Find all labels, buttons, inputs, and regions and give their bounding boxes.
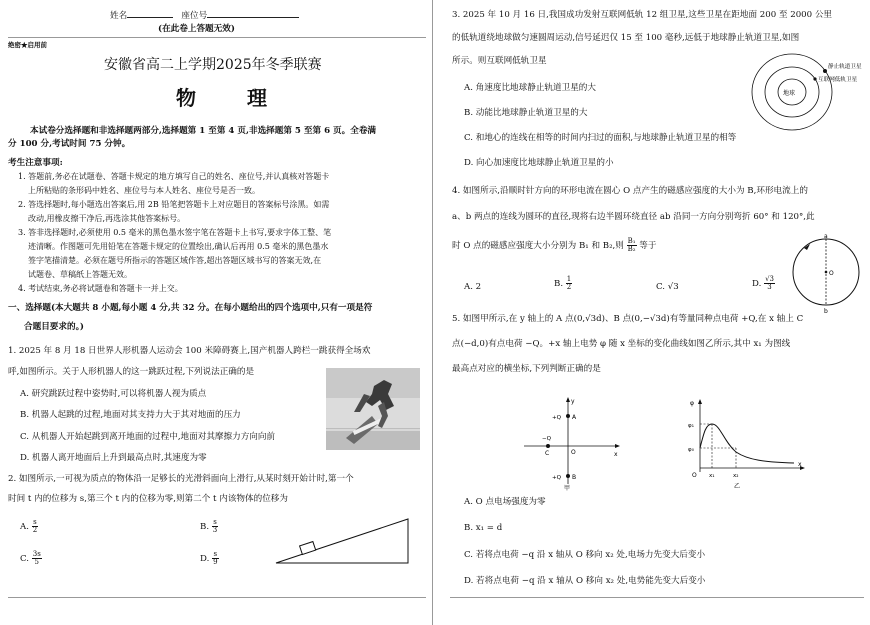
point-b-label: B <box>572 474 577 481</box>
fraction-numerator: √3 <box>765 275 774 283</box>
section1-line-2: 合题目要求的。) <box>24 322 84 332</box>
fraction-denominator: 2 <box>32 526 38 534</box>
note-line: 改动,用橡皮擦干净后,再选涂其他答案标号。 <box>28 214 186 223</box>
q2-option-a <box>20 519 38 534</box>
fraction-denominator: 3 <box>767 283 772 291</box>
q4-stem-2: a、b 两点的连线为圆环的直径,现将右边半圆环绕直径 ab 沿同一方向分别弯折 60° 和 120°,此 <box>452 212 815 222</box>
option-fraction <box>212 519 218 534</box>
q4-option-d <box>752 276 775 291</box>
q2-option-b <box>200 519 218 534</box>
phi1-label: φ₁ <box>688 423 694 429</box>
q4-stem-1: 4. 如图所示,沿顺时针方向的环形电流在圆心 O 点产生的磁感应强度的大小为 B,环形电流上的 <box>452 186 808 196</box>
q3-option-d: D. 向心加速度比地球静止轨道卫星的小 <box>464 158 614 168</box>
option-fraction <box>566 276 572 291</box>
q4-ratio-fraction <box>627 238 637 253</box>
seat-blank <box>207 9 299 18</box>
option-label: B. <box>554 279 564 289</box>
q4-option-b <box>554 276 572 291</box>
geo-satellite-label: 静止轨道卫星 <box>828 64 862 70</box>
option-label: B. <box>200 522 210 532</box>
option-label: A. <box>20 522 29 532</box>
name-line <box>110 9 299 22</box>
note-line: 上所粘贴的条形码中姓名、座位号与本人姓名、座位号是否一致。 <box>28 186 260 195</box>
q4-stem-3 <box>452 238 657 253</box>
fraction-denominator: 2 <box>566 283 572 291</box>
secret-tag: 绝密★启用前 <box>8 41 47 49</box>
q4-stem-3-text: 时 O 点的磁感应强度大小分别为 B₁ 和 B₂,则 <box>452 241 624 251</box>
note-line: 迹清晰。作图题可先用铅笔在答题卡规定的位置绘出,确认后再用 0.5 毫米的黑色墨水 <box>28 242 329 251</box>
q5-option-d: D. 若将点电荷 −q 沿 x 轴从 O 移向 x₂ 处,电势能先变大后变小 <box>464 576 706 586</box>
right-footer-rule <box>450 597 864 598</box>
fraction-denominator: 5 <box>34 558 39 566</box>
phi0-label: φ₀ <box>688 447 694 453</box>
leo-satellite-label: 互联网低轨卫星 <box>818 77 858 83</box>
left-footer-rule <box>8 597 426 598</box>
q3-stem-1: 3. 2025 年 10 月 16 日,我国成功发射互联网低轨 12 组卫星,这些卫星在距地面 200 至 2000 公里 <box>452 10 833 20</box>
axis-phi-label: φ <box>690 400 694 407</box>
incline-figure <box>272 515 412 567</box>
q5-stem-2: 点(−d,0)有点电荷 −Q。+x 轴上电势 φ 随 x 坐标的变化曲线如图乙所示,其中 x₁ 为图线 <box>452 339 791 349</box>
intro-line-2: 分 100 分,考试时间 75 分钟。 <box>8 139 131 149</box>
charges-figure <box>520 394 624 492</box>
option-label: D. <box>200 554 210 564</box>
fig-caption: 甲 <box>564 485 571 492</box>
fig-caption: 乙 <box>734 483 741 490</box>
q4-option-a: A. 2 <box>464 282 482 292</box>
fraction-numerator: 1 <box>566 275 572 283</box>
intro-line-1: 本试卷分选择题和非选择题两部分,选择题第 1 至第 4 页,非选择题第 5 至第 6 页。全卷满 <box>30 126 377 136</box>
note-line: 签字笔描清楚。必须在题号所指示的答题区域作答,超出答题区域书写的答案无效,在 <box>28 256 322 265</box>
note-line: 试题卷、草稿纸上答题无效。 <box>28 270 132 279</box>
q1-option-d: D. 机器人离开地面后上升到最高点时,其速度为零 <box>20 453 207 463</box>
q4-option-c: C. √3 <box>656 282 679 292</box>
fraction-denominator: 9 <box>213 558 218 566</box>
name-blank <box>127 9 173 18</box>
q3-stem-2: 的低轨道绕地球做匀速圆周运动,信号延迟仅 15 至 100 毫秒,远低于地球静止轨道卫星,如图 <box>452 33 800 43</box>
axis-y-label: y <box>571 398 575 405</box>
point-a-label: A <box>572 414 577 421</box>
point-b-label: b <box>824 308 828 314</box>
point-a-label: a <box>824 233 828 240</box>
seat-label: 座位号 <box>181 11 208 21</box>
name-label: 姓名 <box>110 11 128 21</box>
fraction-numerator: s <box>33 518 37 526</box>
fraction-denominator: B₂ <box>627 245 636 253</box>
potential-curve-figure <box>684 396 810 492</box>
origin-label: O <box>571 449 576 456</box>
q4-stem-3-tail: 等于 <box>639 241 657 251</box>
charge-a-label: +Q <box>552 415 562 421</box>
q2-option-c <box>20 551 42 566</box>
charge-c-label: −Q <box>542 436 552 442</box>
left-column <box>0 0 428 625</box>
axis-x-label: x <box>798 461 802 468</box>
header-rule <box>8 37 426 38</box>
q5-option-b: B. x₁ = d <box>464 523 503 533</box>
invalid-note: (在此卷上答题无效) <box>158 24 235 34</box>
q2-stem-2: 时间 t 内的位移为 s,第三个 t 内的位移为零,则第二个 t 内该物体的位移为 <box>8 494 288 504</box>
point-o-label: O <box>829 270 834 277</box>
q5-option-a: A. O 点电场强度为零 <box>464 497 546 507</box>
q1-stem-1: 1. 2025 年 8 月 18 日世界人形机器人运动会 100 米障碍赛上,国产机器人跨栏一跳获得全场欢 <box>8 346 371 356</box>
orbit-figure <box>748 50 866 136</box>
q3-option-c: C. 和地心的连线在相等的时间内扫过的面积,与地球静止轨道卫星的相等 <box>464 133 737 143</box>
note-line: 4. 考试结束,务必将试题卷和答题卡一并上交。 <box>18 284 183 293</box>
x2-label: x₂ <box>733 473 739 479</box>
q5-stem-3: 最高点对应的横坐标,下列判断正确的是 <box>452 364 601 374</box>
option-label: C. <box>20 554 30 564</box>
axis-x-label: x <box>614 451 618 458</box>
option-fraction <box>212 551 218 566</box>
q3-option-a: A. 角速度比地球静止轨道卫星的大 <box>464 83 596 93</box>
exam-title: 安徽省高二上学期2025年冬季联赛 <box>104 57 322 73</box>
q2-stem-1: 2. 如图所示,一可视为质点的物体沿一足够长的光滑斜面向上滑行,从某时刻开始计时,第一个 <box>8 474 354 484</box>
charge-b-label: +Q <box>552 475 562 481</box>
fraction-denominator: 3 <box>212 526 218 534</box>
point-c-label: C <box>545 450 550 457</box>
earth-label: 地球 <box>783 90 796 97</box>
option-fraction <box>764 276 775 291</box>
section1-line-1: 一、选择题(本大题共 8 小题,每小题 4 分,共 32 分。在每小题给出的四个选项中,只有一项是符 <box>8 303 373 313</box>
q3-stem-3: 所示。则互联网低轨卫星 <box>452 56 547 66</box>
x1-label: x₁ <box>709 473 715 479</box>
robot-hurdle-photo <box>326 368 420 450</box>
q5-stem-1: 5. 如图甲所示,在 y 轴上的 A 点(0,√3d)、B 点(0,−√3d)有等量同种点电荷 +Q,在 x 轴上 C <box>452 314 804 324</box>
q1-option-a: A. 研究跳跃过程中姿势时,可以将机器人视为质点 <box>20 389 207 399</box>
fraction-numerator: 3s <box>32 550 41 558</box>
q3-option-b: B. 动能比地球静止轨道卫星的大 <box>464 108 588 118</box>
fraction-numerator: B₁ <box>627 237 636 245</box>
option-label: D. <box>752 279 762 289</box>
ring-current-figure <box>790 230 860 314</box>
note-line: 2. 答选择题时,每小题选出答案后,用 2B 铅笔把答题卡上对应题目的答案标号涂黑。如需 <box>18 200 330 209</box>
column-divider <box>432 0 433 625</box>
origin-label: O <box>692 472 697 479</box>
q1-stem-2: 呼,如图所示。关于人形机器人的这一跳跃过程,下列说法正确的是 <box>8 367 255 377</box>
q1-option-c: C. 从机器人开始起跳到离开地面的过程中,地面对其摩擦力方向向前 <box>20 432 276 442</box>
option-fraction <box>32 551 42 566</box>
q1-option-b: B. 机器人起跳的过程,地面对其支持力大于其对地面的压力 <box>20 410 241 420</box>
option-fraction <box>32 519 38 534</box>
q5-option-c: C. 若将点电荷 −q 沿 x 轴从 O 移向 x₂ 处,电场力先变大后变小 <box>464 550 706 560</box>
q2-option-d <box>200 551 219 566</box>
subject-title: 物 理 <box>176 86 289 110</box>
note-line: 1. 答题前,务必在试题卷、答题卡规定的地方填写自己的姓名、座位号,并认真核对答题卡 <box>18 172 330 181</box>
right-column <box>440 0 870 625</box>
fraction-numerator: s <box>213 518 217 526</box>
fraction-numerator: s <box>213 550 218 558</box>
notes-heading: 考生注意事项: <box>8 158 63 168</box>
note-line: 3. 答非选择题时,必须使用 0.5 毫米的黑色墨水签字笔在答题卡上书写,要求字体工整、笔 <box>18 228 332 237</box>
